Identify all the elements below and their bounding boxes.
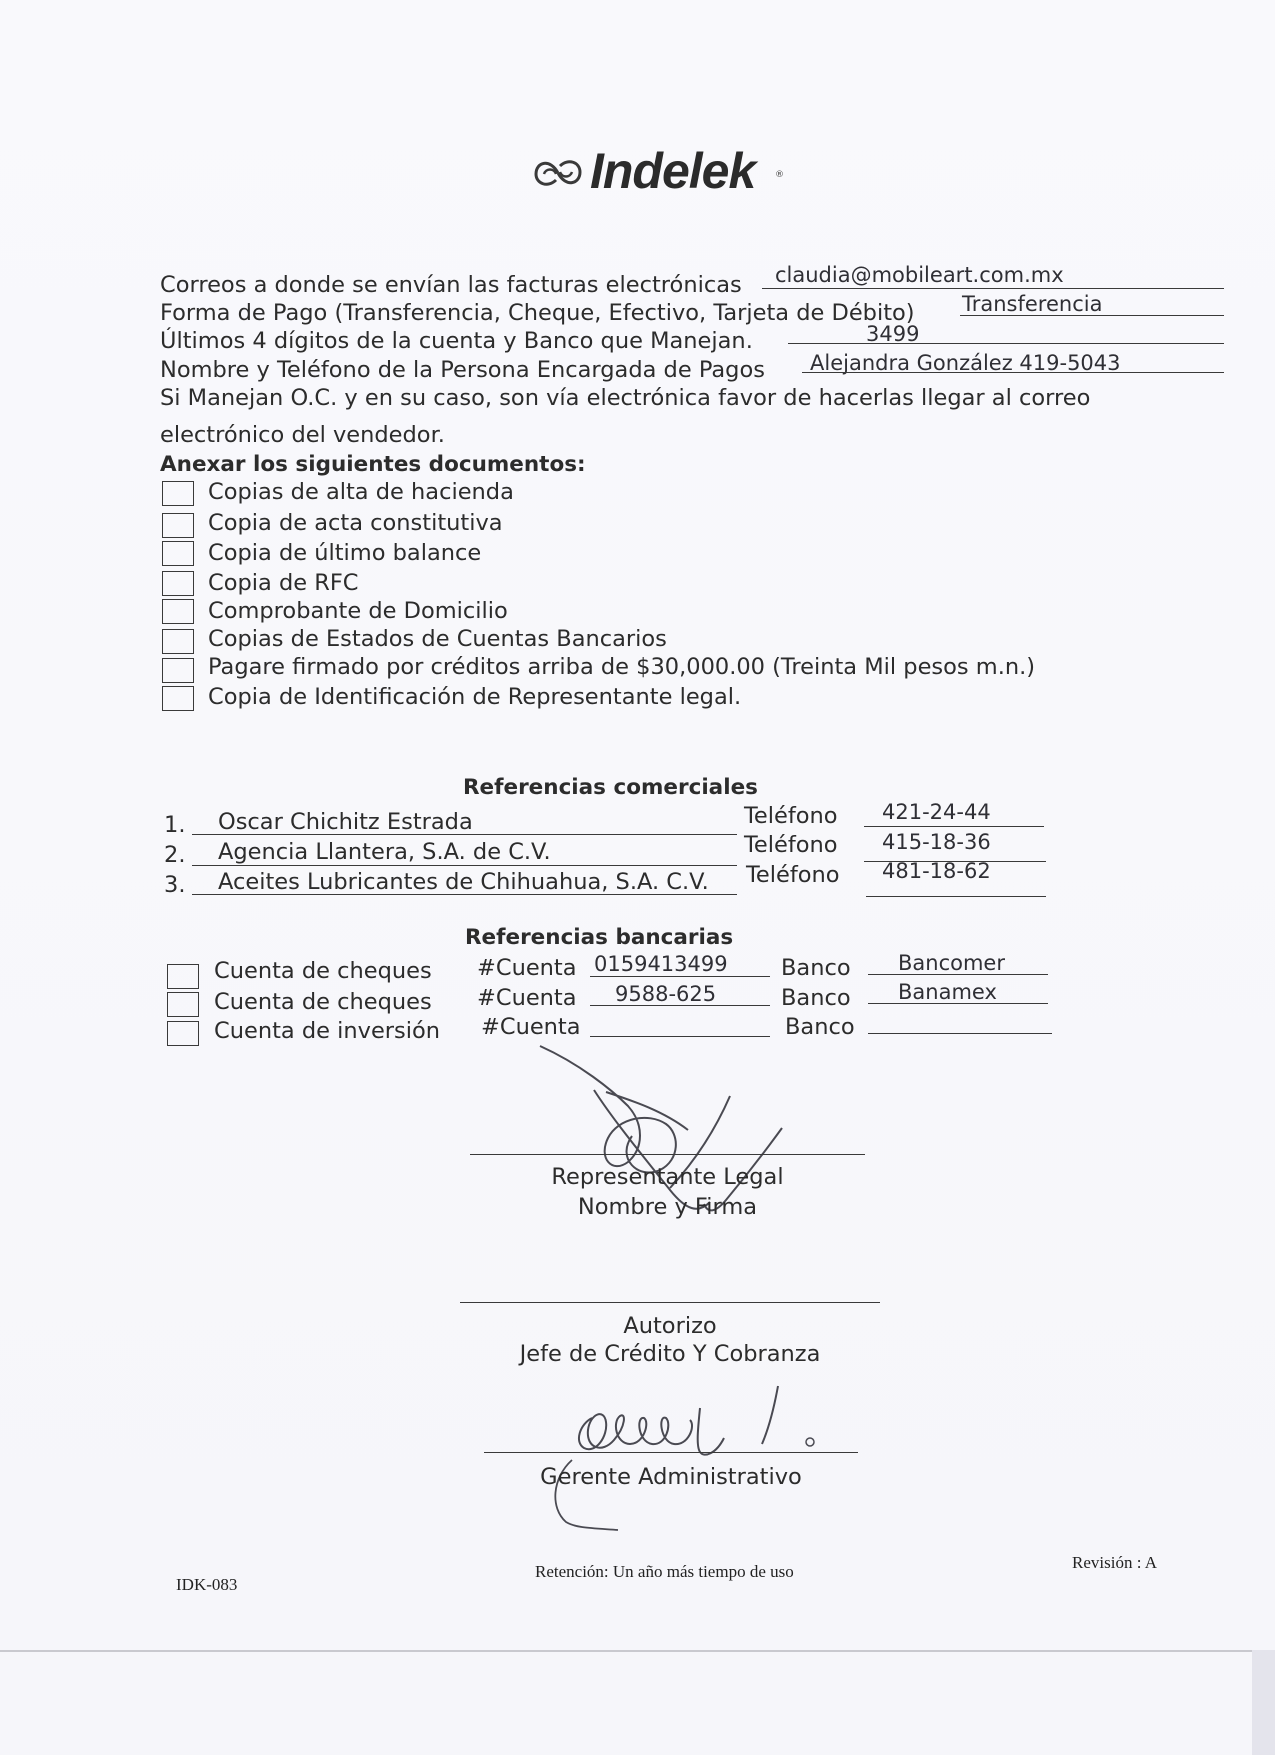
bank-name: Bancomer <box>898 951 1005 975</box>
email-underline <box>762 288 1224 289</box>
ref-number: 1. <box>164 812 186 838</box>
bank-account-type: Cuenta de cheques <box>214 958 432 984</box>
bank-account-label: #Cuenta <box>481 1014 581 1040</box>
ref-phone: 481-18-62 <box>882 859 991 883</box>
revision-note: Revisión : A <box>1072 1553 1158 1572</box>
bank-account-label: #Cuenta <box>477 985 577 1011</box>
payment-underline <box>960 315 1224 316</box>
bank-account-underline <box>590 1005 770 1006</box>
bank-account-type: Cuenta de inversión <box>214 1018 441 1044</box>
attachment-checkbox[interactable] <box>162 541 194 566</box>
attachments-heading: Anexar los siguientes documentos: <box>160 452 586 477</box>
oc-note-line2: electrónico del vendedor. <box>160 422 445 448</box>
bank-name-label: Banco <box>781 985 851 1011</box>
representative-sign-line <box>470 1154 865 1155</box>
attachment-item: Copias de alta de hacienda <box>208 479 514 505</box>
brand-name: Indelek <box>590 143 756 199</box>
ref-name-underline <box>192 865 737 866</box>
ref-name-underline <box>192 834 737 835</box>
ref-phone-label: Teléfono <box>744 803 838 829</box>
email-label: Correos a donde se envían las facturas electrónicas <box>160 272 742 298</box>
bank-name-underline <box>868 974 1048 975</box>
ref-name: Agencia Llantera, S.A. de C.V. <box>218 839 551 865</box>
attachment-checkbox[interactable] <box>162 599 194 624</box>
bank-name-underline <box>868 1003 1048 1004</box>
ref-phone: 415-18-36 <box>882 830 991 854</box>
email-value: claudia@mobileart.com.mx <box>775 263 1064 287</box>
attachment-item: Pagare firmado por créditos arriba de $30,000.00 (Treinta Mil pesos m.n.) <box>208 654 1036 680</box>
ref-phone: 421-24-44 <box>882 800 991 824</box>
ref-name: Aceites Lubricantes de Chihuahua, S.A. C.V. <box>218 869 709 895</box>
ref-number: 3. <box>164 872 186 898</box>
bank-name-label: Banco <box>785 1014 855 1040</box>
attachment-item: Copia de acta constitutiva <box>208 510 503 536</box>
attachment-item: Copias de Estados de Cuentas Bancarios <box>208 626 667 652</box>
ref-phone-underline <box>866 896 1046 897</box>
form-code: IDK-083 <box>176 1575 238 1594</box>
bank-account-type: Cuenta de cheques <box>214 989 432 1015</box>
ref-name-underline <box>192 894 737 895</box>
bank-checkbox[interactable] <box>167 992 199 1017</box>
scan-edge <box>0 1650 1275 1652</box>
retention-note: Retención: Un año más tiempo de uso <box>535 1562 794 1581</box>
ref-phone-underline <box>864 826 1044 827</box>
contact-label: Nombre y Teléfono de la Persona Encargada de Pagos <box>160 357 765 383</box>
attachment-item: Copia de RFC <box>208 570 359 596</box>
ref-name: Oscar Chichitz Estrada <box>218 809 473 835</box>
payment-value: Transferencia <box>962 292 1103 316</box>
manager-title: Gerente Administrativo <box>540 1464 802 1490</box>
payment-label: Forma de Pago (Transferencia, Cheque, Efectivo, Tarjeta de Débito) <box>160 300 915 326</box>
account-underline <box>788 343 1224 344</box>
bank-account-label: #Cuenta <box>477 955 577 981</box>
bank-refs-heading: Referencias bancarias <box>465 925 734 950</box>
bank-name: Banamex <box>898 980 997 1004</box>
account-value: 3499 <box>866 322 920 346</box>
bank-account-underline <box>590 976 770 977</box>
indelek-logo <box>530 140 790 210</box>
bank-account-number: 9588-625 <box>615 982 717 1006</box>
account-label: Últimos 4 dígitos de la cuenta y Banco que Manejan. <box>160 328 753 354</box>
attachment-checkbox[interactable] <box>162 658 194 683</box>
bank-name-underline <box>868 1033 1052 1034</box>
swirl-logo-icon <box>530 148 586 198</box>
bank-checkbox[interactable] <box>167 1021 199 1046</box>
attachment-item: Copia de Identificación de Representante legal. <box>208 684 742 710</box>
representative-subtitle: Nombre y Firma <box>577 1194 758 1220</box>
manager-signature <box>540 1378 860 1538</box>
authorization-title: Autorizo <box>623 1313 717 1339</box>
oc-note-line1: Si Manejan O.C. y en su caso, son vía electrónica favor de hacerlas llegar al correo <box>160 385 1091 411</box>
attachment-checkbox[interactable] <box>162 686 194 711</box>
authorization-sign-line <box>460 1302 880 1303</box>
attachment-item: Comprobante de Domicilio <box>208 598 508 624</box>
attachment-checkbox[interactable] <box>162 629 194 654</box>
attachment-item: Copia de último balance <box>208 540 482 566</box>
bank-name-label: Banco <box>781 955 851 981</box>
ref-phone-label: Teléfono <box>744 832 838 858</box>
bank-account-number: 0159413499 <box>594 952 728 976</box>
representative-title: Representante Legal <box>551 1164 784 1190</box>
bank-account-underline <box>590 1036 770 1037</box>
attachment-checkbox[interactable] <box>162 481 194 506</box>
ref-number: 2. <box>164 842 186 868</box>
ref-phone-label: Teléfono <box>746 862 840 888</box>
contact-value: Alejandra González 419-5043 <box>810 351 1121 375</box>
authorization-subtitle: Jefe de Crédito Y Cobranza <box>519 1341 821 1367</box>
manager-sign-line <box>484 1452 858 1453</box>
scan-corner <box>1252 1650 1275 1755</box>
contact-underline <box>802 372 1224 373</box>
attachment-checkbox[interactable] <box>162 513 194 538</box>
registered-mark: ® <box>775 170 784 180</box>
attachment-checkbox[interactable] <box>162 571 194 596</box>
bank-checkbox[interactable] <box>167 964 199 989</box>
commercial-refs-heading: Referencias comerciales <box>463 775 758 800</box>
